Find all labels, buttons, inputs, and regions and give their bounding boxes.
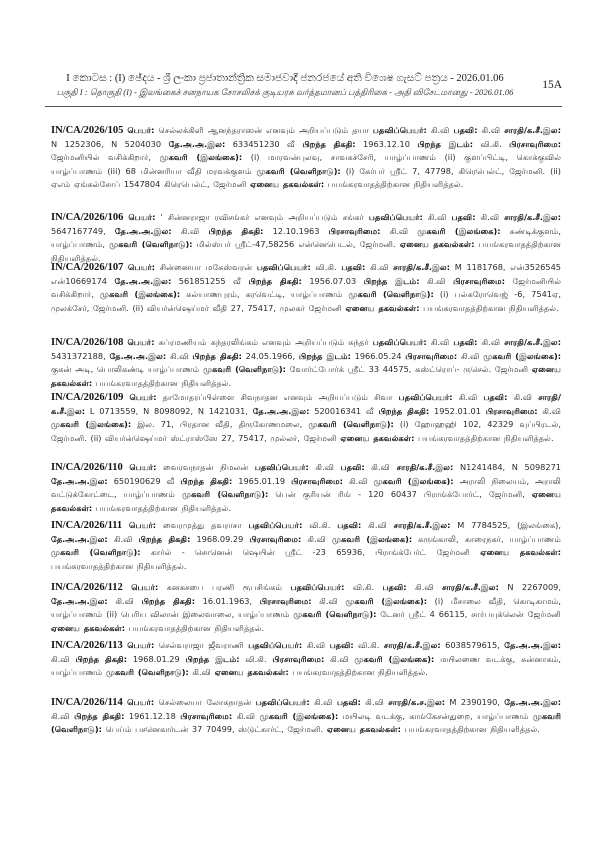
page-header	[50, 73, 562, 103]
field-label: பிரசாவுரிமை:	[249, 533, 302, 544]
field-value: வோர்ட்போர்க் ஸ்ரீட் 33 44575, கஸ்ட்ரொப்- ருசெல். ஜேர்மனி	[285, 364, 532, 375]
field-value: கி.வி	[457, 350, 484, 361]
field-value: 1968.01.29	[127, 653, 186, 664]
field-value: மில்ஸ்பர் ஸ்ரீட்-47,58256 என்னெபெடல், ஜேர்மனி.	[192, 239, 400, 250]
field-label: தே.அ.அ.இல:	[114, 275, 172, 286]
field-label: பதவிப்பெயர்:	[254, 462, 309, 472]
field-value: வி.கி.	[310, 262, 342, 272]
field-label: பெயர்:	[129, 392, 157, 402]
field-label: முகவரி (வெளிநாடு):	[51, 710, 562, 735]
field-label: பெயர்:	[127, 125, 155, 135]
field-value: (i) மீசாலை வீதி, கொடிகாமம், யாழ்ப்பாணம் (ii) பெரிய விலான் இலைவாலை, யாழ்ப்பாணம்	[51, 595, 561, 620]
field-label: முகவரி (வெளிநாடு):	[51, 547, 141, 558]
field-label: ஏனைய தகவல்கள்:	[480, 547, 561, 558]
field-value: வி.கி.	[302, 520, 338, 530]
field-label: முகவரி (வெளிநாடு):	[293, 609, 377, 620]
field-value: ஜேர்மனியில் வசிக்கிறார்,	[51, 275, 561, 300]
entry-reference-code: IN/CA/2026/109	[51, 392, 124, 403]
field-value: (i) மாரவன்புலவு, சாவகச்சேரி, யாழ்ப்பாணம் (ii) குளப்பிட்டி, கொக்குவில் யாழ்ப்பாணம் (iii) 68 மின்னரியா வீதி மரவக்குளம்	[51, 152, 561, 176]
field-value: 520016341 வீ	[309, 405, 379, 416]
field-value: பெய்ம் பசனெகார்டன் 37 70499, ஸ்டுட்கார்ட், ஜேர்மனி.	[101, 724, 327, 735]
header-sinhala-title: I කොටස : (I) ඡේදය - ශ්‍රී ලංකා ප්‍රජාතාන්ත්‍රික සමාජවාදී ජනරජයේ අති විශෙෂ ගැසට් පත්‍රය - 2026.01.06	[66, 73, 504, 84]
field-label: முகவரி (இலங்கை):	[345, 595, 428, 606]
field-label: முகவரி (இலங்கை):	[483, 350, 561, 361]
field-label: தே.அ.அ.இல:	[252, 405, 310, 416]
field-label: முகவரி (வெளிநாடு):	[105, 667, 189, 678]
field-label: பதவி:	[340, 462, 365, 472]
field-label: முகவரி (வெளிநாடு):	[348, 289, 434, 300]
field-value: வி.கி.	[239, 653, 273, 664]
field-label: பெயர்:	[127, 697, 155, 707]
field-label: பெயர்:	[127, 640, 155, 650]
field-value: கி.வி	[364, 462, 397, 472]
designation-entry	[51, 696, 561, 737]
field-label: ஏனைய தகவல்கள்:	[214, 667, 289, 678]
field-value: டேனர் ஸ்ரீட் 4 66115, சார்பயுக்லென் ஜேர்மனி	[376, 609, 561, 620]
field-label: முகவரி (இலங்கை):	[100, 289, 181, 300]
field-label: பதவி:	[453, 337, 478, 347]
field-value: கருங்காலி, காரைநகர், யாழ்ப்பாணம்	[412, 533, 561, 544]
field-value: கி.வி	[475, 212, 505, 222]
field-label: சாரதி/க.சீ.இல:	[504, 125, 561, 135]
field-value: (i) ஹோஹஹி 102, 42329 வுப்பிரடல், ஜேர்மனி. (ii) வியர்ன்ஷெய்மர் ஸ்ட்ராஸ்ஸே 27, 75417, முல்லர், ஜேர்மனி	[51, 419, 561, 443]
field-value: கி.வி	[51, 710, 75, 721]
page-number: 15A	[542, 79, 562, 91]
field-label: தே.அ.அ.இல:	[51, 533, 108, 544]
field-label: சாரதி/க.சீ.இல:	[383, 640, 441, 650]
field-value: M 2390190,	[445, 697, 505, 707]
entry-reference-code: IN/CA/2026/113	[51, 640, 123, 651]
field-label: பிரசாவுரிமை:	[405, 350, 458, 361]
entry-reference-code: IN/CA/2026/111	[51, 520, 123, 531]
field-value: கி.வி	[311, 595, 346, 606]
field-label: பிறந்த திகதி:	[208, 225, 264, 236]
field-value: குகன் அடி, பொலிகண்டி யாழ்ப்பாணம்	[51, 364, 204, 375]
field-label: பதவி:	[382, 582, 407, 592]
field-label: முகவரி (வெளிநாடு):	[308, 419, 394, 430]
field-value: பயங்கரவாதத்திற்கான நிதியளித்தல்.	[51, 239, 561, 263]
field-label: சாரதி/க.சீ.இல:	[393, 262, 451, 272]
field-value: சுப்ரமணியம் சுந்தரலிங்கம் எனவும் அறியப்படும் சுந்தர்	[154, 337, 373, 347]
field-label: முகவரி (வெளிநாடு):	[182, 489, 269, 500]
field-label: முகவரி (இலங்கை):	[373, 475, 454, 486]
field-value: கி.வி	[107, 595, 142, 606]
field-label: ஏனைய தகவல்கள்:	[326, 724, 401, 735]
field-value: 1963.12.10	[355, 138, 418, 149]
field-label: பிறந்த திகதி:	[248, 275, 302, 286]
field-value: 633451230 வீ	[225, 138, 303, 149]
field-label: பதவிப்பெயர்:	[398, 392, 453, 402]
designation-entry	[51, 519, 561, 573]
field-label: பதவிப்பெயர்:	[256, 262, 311, 272]
field-value: பயங்கரவாதத்திற்கான நிதியளித்தல்.	[400, 724, 540, 735]
field-value: சின்னையா மகேஸ்வரன்	[155, 262, 257, 272]
field-label: சாரதி/க.சீ.இல:	[504, 212, 561, 222]
field-label: பிறந்த திகதி:	[192, 350, 242, 361]
field-label: பெயர்:	[128, 212, 156, 222]
field-value: கி.வி	[426, 125, 454, 135]
field-label: பதவி:	[329, 640, 354, 650]
field-value: கி.வி	[51, 653, 76, 664]
field-label: பதவிப்பெயர்:	[255, 697, 310, 707]
field-label: சாரதி/க.ச.இல:	[388, 697, 446, 707]
field-value: கி.வி	[537, 405, 562, 416]
field-value: கி.வி	[171, 225, 209, 236]
entry-reference-code: IN/CA/2026/106	[51, 212, 124, 223]
field-value: N 1252306, N 5204030	[51, 138, 169, 149]
field-label: பதவிப்பெயர்:	[372, 125, 427, 135]
field-value: சுண்டிக்குளம், யாழ்ப்பாணம்,	[51, 225, 561, 250]
field-value: வி.கி.	[353, 640, 384, 650]
field-value: கி.வி	[380, 225, 418, 236]
field-value: கி.வி	[301, 533, 333, 544]
field-label: ஏனைய தகவல்கள்:	[340, 432, 415, 443]
field-value: பயங்கரவாதத்திற்கான நிதியளித்தல்.	[288, 667, 428, 678]
field-label: பதவி:	[341, 262, 366, 272]
field-label: பதவி:	[483, 392, 508, 402]
field-value: 24.05.1966,	[241, 350, 299, 361]
field-label: முகவரி (இலங்கை):	[354, 653, 435, 664]
field-label: பிரசாவுரிமை:	[485, 405, 538, 416]
designation-entry	[51, 461, 561, 515]
field-value: (i) கேர்பர் ஸ்ரீட் 7, 47798, கிரெபெல்ட், ஜேர்மனி. (ii) ஏஎம் ஏங்கல்சோப் 1547804 கிரெபெல்ட், ஜேர்மனி	[51, 165, 562, 190]
field-value: வைரமுத்து தவராசா	[156, 520, 249, 530]
field-label: பதவிப்பெயர்:	[248, 520, 303, 530]
field-value: 5647167749,	[51, 225, 115, 236]
field-label: ஏனைய தகவல்கள்:	[51, 622, 126, 633]
field-value: 561851255 வீ	[171, 275, 249, 286]
field-value: இல. 71, பிரதான வீதி, திருகோணமலை,	[131, 419, 309, 430]
field-label: தே.அ.அ.இல:	[168, 138, 226, 149]
field-label: பிரசாவுரிமை:	[291, 475, 343, 486]
field-value: 1965.01.19	[232, 475, 292, 486]
field-value: கி.வி	[422, 212, 452, 222]
entry-reference-code: IN/CA/2026/110	[51, 462, 123, 473]
field-value: கி.வி	[342, 475, 374, 486]
field-label: பதவிப்பெயர்:	[290, 582, 345, 592]
field-label: சாரதி/க.சீ.இல:	[51, 392, 561, 416]
field-value: செல்லக்கிளி ஆனந்தராஸன் எனவும் அறியப்படும் தயா	[154, 125, 373, 135]
field-label: பதவிப்பெயர்:	[248, 640, 303, 650]
designation-entry	[51, 261, 561, 315]
field-value: ஜேர்மனியில் வசிக்கிறார்,	[51, 152, 160, 163]
field-label: பெயர்:	[129, 462, 157, 472]
field-label: தே.அ.அ.இல:	[504, 697, 561, 707]
header-divider	[45, 106, 562, 107]
field-value: பென் குரியன் ரிங் - 120 60437 பிராங்க்போர்ட், ஜேர்மனி,	[268, 489, 532, 500]
field-label: பதவி:	[337, 520, 362, 530]
field-value: கல்யாணபுரம், கரவெட்டி, யாழ்ப்பாணம்	[180, 289, 349, 300]
field-label: ஏனைய தகவல்கள்:	[51, 489, 562, 513]
field-value: வி.கி.	[344, 582, 383, 592]
field-value: செல்வராஜா ஜீவராணி	[154, 640, 249, 650]
field-value: 1966.05.24	[350, 350, 406, 361]
field-label: பிரசாவுரிமை:	[180, 710, 233, 721]
field-value: அராலி நிலையம், அராலி வட்டுக்கோட்டை, யாழ்ப்பாணம்	[51, 475, 561, 500]
field-value: கி.வி	[232, 710, 260, 721]
field-value: கி.வி	[302, 640, 330, 650]
field-value: 1956.07.03	[301, 275, 364, 286]
field-label: தே.அ.அ.இல:	[114, 225, 172, 236]
field-label: ஏனைய தகவல்கள்:	[250, 179, 325, 190]
field-value: கி.வி	[360, 697, 389, 707]
field-value: கி.வி	[419, 275, 454, 286]
field-value: கி.வி	[361, 520, 394, 530]
field-value: கி.வி	[188, 667, 215, 678]
field-label: சாரதி/க.சீ.இல:	[504, 337, 561, 347]
entry-reference-code: IN/CA/2026/105	[51, 125, 124, 136]
field-label: பிறந்த இடம்:	[363, 275, 420, 286]
field-value: பயங்கரவாதத்திற்கான நிதியளித்தல்.	[125, 622, 265, 633]
field-value: M 7784525, (இலங்கை),	[450, 520, 561, 530]
field-label: முகவரி (இலங்கை):	[332, 533, 413, 544]
field-value: மயிலடி வடக்கு, காங்கேசன்துறை, யாழ்ப்பாணம்	[338, 710, 533, 721]
field-label: பதவி:	[451, 212, 476, 222]
field-label: ஏனைய தகவல்கள்:	[345, 302, 420, 313]
designation-entry	[51, 639, 561, 680]
field-value: கனகசபை பரணி ரூபசிங்கம்	[158, 582, 291, 592]
field-label: பிறந்த திகதி:	[138, 533, 191, 544]
field-label: பிறந்த இடம்:	[417, 138, 474, 149]
field-label: பதவிப்பெயர்:	[372, 337, 427, 347]
field-label: பதவி:	[336, 697, 361, 707]
field-value: M 1181768, என்3526545 என்10669174	[51, 262, 561, 286]
field-value: கி.வி	[406, 582, 443, 592]
field-value: தாமோதரப்பிள்ளை சிவநாதன எனவும் அறியப்படும் சிவா	[156, 392, 399, 402]
field-value: N 2267009,	[498, 582, 561, 592]
field-label: பெயர்:	[131, 582, 159, 592]
field-label: பிறந்த திகதி:	[180, 475, 233, 486]
field-label: முகவரி (இலங்கை):	[417, 225, 501, 236]
entry-reference-code: IN/CA/2026/107	[51, 262, 124, 273]
field-label: பிறந்த திகதி:	[378, 405, 430, 416]
field-label: பிரசாவுரிமை:	[328, 225, 381, 236]
field-label: பிறந்த திகதி:	[302, 138, 356, 149]
field-value: 5431372188,	[51, 350, 110, 361]
field-label: முகவரி (வெளிநாடு):	[203, 364, 286, 375]
field-value: கார்ல் - சொனென் ஷெயின் ஸ்ரீட் -23 65936, பிராங்க்பேர்ட் ஜேர்மனி	[140, 547, 481, 558]
field-value: 1961.12.18	[124, 710, 181, 721]
field-value: பயங்கரவாதத்திற்கான நிதியளித்தல்.	[324, 179, 464, 190]
entry-reference-code: IN/CA/2026/108	[51, 337, 124, 348]
field-value: பயங்கரவாதத்திற்கான நிதியளித்தல்.	[414, 432, 554, 443]
field-label: ஏனைய தகவல்கள்:	[399, 239, 475, 250]
field-value: 650190629 வீ	[107, 475, 181, 486]
field-label: பிரசாவுரிமை:	[272, 653, 325, 664]
field-value: 1952.01.01	[429, 405, 486, 416]
field-label: ஏனைய தகவல்கள்:	[51, 364, 561, 388]
field-label: பிறந்த திகதி:	[141, 595, 195, 606]
field-value: செல்லையா லோகநாதன்	[154, 697, 256, 707]
field-label: பதவி:	[453, 125, 478, 135]
field-value: கி.வி	[477, 337, 505, 347]
field-label: முகவரி (இலங்கை):	[51, 419, 132, 430]
field-label: பிறந்த திகதி:	[74, 710, 125, 721]
field-value: கி.வி	[309, 697, 337, 707]
field-value: ' சின்னராஜா ரவிசங்கர் எனவும் அறியப்படும் சங்கர்	[155, 212, 369, 222]
field-label: பெயர்:	[129, 520, 157, 530]
field-label: தே.அ.அ.இல:	[51, 475, 108, 486]
field-label: பெயர்:	[127, 337, 155, 347]
field-value: கி.வி	[324, 653, 355, 664]
field-value: கி.வி	[166, 350, 193, 361]
field-label: பிறந்த திகதி:	[75, 653, 128, 664]
field-label: முகவரி (இலங்கை):	[159, 152, 243, 163]
field-value: பயங்கரவாதத்திற்கான நிதியளித்தல்.	[51, 560, 187, 571]
designation-entry	[51, 211, 561, 265]
field-value: பயங்கரவாதத்திற்கான நிதியளித்தல்.	[92, 502, 232, 513]
field-value: கி.வி	[107, 533, 139, 544]
field-label: பிரசாவுரிமை:	[453, 275, 505, 286]
field-value: கி.வி	[308, 462, 341, 472]
field-value: 6038579615,	[440, 640, 505, 650]
field-label: தே.அ.அ.இல:	[109, 350, 167, 361]
field-value: பயங்கரவாதத்திற்கான நிதியளித்தல்.	[92, 377, 232, 388]
field-value: கி.வி	[365, 262, 394, 272]
field-value: கி.வி	[507, 392, 539, 402]
field-value: மயிலணை வடக்கு, சுன்னாகம், யாழ்ப்பாணம்	[51, 653, 562, 678]
field-label: பிரசாவுரிமை:	[259, 595, 312, 606]
field-label: பதவிப்பெயர்:	[368, 212, 423, 222]
field-label: பிறந்த இடம்:	[298, 350, 351, 361]
field-value: வி.கி.	[473, 138, 510, 149]
field-value: N1241484, N 5098271	[453, 462, 561, 472]
designation-entry	[51, 124, 561, 192]
field-value: 16.01.1963,	[195, 595, 260, 606]
field-label: தே.அ.அ.இல:	[504, 640, 561, 650]
field-label: பிறந்த இடம்:	[185, 653, 240, 664]
field-label: சாரதி/க.சீ.இல:	[393, 520, 451, 530]
field-label: பிரசாவுரிமை:	[509, 138, 561, 149]
field-value: கி.வி	[426, 337, 454, 347]
field-value: கி.வி	[477, 125, 505, 135]
field-value: பயங்கரவாதத்திற்கான நிதியளித்தல்.	[419, 302, 559, 313]
entry-reference-code: IN/CA/2026/112	[51, 582, 123, 593]
field-label: சாரதி/க.சீ.இல:	[442, 582, 499, 592]
designation-entry	[51, 391, 561, 445]
designation-entry	[51, 581, 561, 635]
field-label: தே.அ.அ.இல:	[51, 595, 108, 606]
field-label: முகவரி (வெளிநாடு):	[109, 239, 193, 250]
field-value: வைரவநாதன் நிமலன்	[156, 462, 255, 472]
field-value: L 0713559, N 8098092, N 1421031,	[85, 405, 253, 416]
field-value: (i) பல்கரோவெஜ் -6, 7541ஏ, முலக்சேர், ஜேர்மனி. (ii) வியர்ன்ஷெய்மர் வீதி 27, 75417, முலகர் ஜேர்மனி	[51, 289, 561, 313]
entry-reference-code: IN/CA/2026/114	[51, 697, 123, 708]
field-label: பெயர்:	[128, 262, 156, 272]
header-tamil-title: பகுதி I : தொகுதி (I) - இலங்கைச் சனநாயக சோசலிசக் குடியரசு வர்த்தமானப் பத்திரிகை - அதி விசேடமானது - 2026.01.06	[56, 87, 514, 97]
field-value: கி.வி	[452, 392, 484, 402]
field-value: 12.10.1963	[263, 225, 329, 236]
field-label: முகவரி (வெளிநாடு):	[256, 165, 341, 176]
designation-entry	[51, 336, 561, 390]
field-value: 1968.09.29	[190, 533, 250, 544]
field-label: சாரதி/க.சீ.இல:	[396, 462, 454, 472]
field-label: முகவரி (இலங்கை):	[259, 710, 339, 721]
